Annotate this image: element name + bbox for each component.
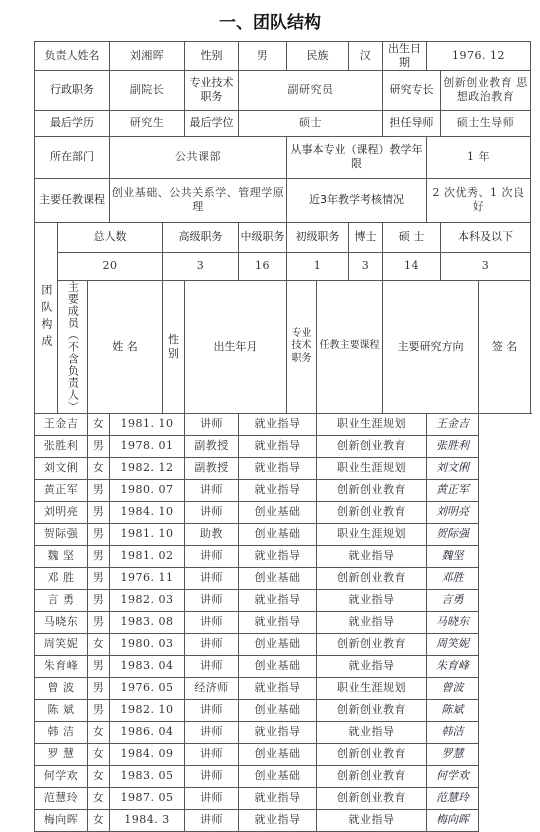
- leader-row-4: [35, 136, 531, 178]
- member-title: 助教: [185, 523, 239, 545]
- member-gender: 女: [88, 457, 110, 479]
- member-gender: 女: [88, 633, 110, 655]
- member-gender: 男: [88, 611, 110, 633]
- stat-bachelor: 3: [441, 252, 531, 280]
- member-title: 讲师: [185, 545, 239, 567]
- member-row: [35, 501, 531, 523]
- member-birth: 1981. 10: [110, 413, 185, 435]
- member-gender: 男: [88, 699, 110, 721]
- member-name: 言 勇: [35, 589, 88, 611]
- member-name: 陈 斌: [35, 699, 88, 721]
- member-row: [35, 589, 531, 611]
- page-title: 一、团队结构: [219, 13, 321, 33]
- stat-header-phd: 博士: [349, 222, 383, 252]
- member-course: 创业基础: [239, 567, 317, 589]
- member-research: 创新创业教育: [317, 633, 427, 655]
- member-row: [35, 765, 531, 787]
- member-title: 讲师: [185, 743, 239, 765]
- member-gender: 女: [88, 743, 110, 765]
- leader-ethnicity-label: 民族: [287, 42, 349, 71]
- member-row: [35, 743, 531, 765]
- member-name: 王金吉: [35, 413, 88, 435]
- advisor-value: 硕士生导师: [441, 110, 531, 136]
- member-name: 韩 洁: [35, 721, 88, 743]
- specialty-value: 创新创业教育 思想政治教育: [441, 70, 531, 110]
- member-row: [35, 413, 531, 435]
- member-course: 就业指导: [239, 721, 317, 743]
- last-degree-label: 最后学位: [185, 110, 239, 136]
- member-gender: 女: [88, 765, 110, 787]
- member-gender: 男: [88, 567, 110, 589]
- member-name: 邓 胜: [35, 567, 88, 589]
- member-name: 朱育峰: [35, 655, 88, 677]
- leader-row-1: [35, 42, 531, 71]
- member-gender: 男: [88, 501, 110, 523]
- member-research: 创新创业教育: [317, 765, 427, 787]
- member-research: 就业指导: [317, 611, 427, 633]
- leader-row-3: [35, 110, 531, 136]
- member-course: 就业指导: [239, 435, 317, 457]
- member-name: 梅向晖: [35, 809, 88, 831]
- member-research: 创新创业教育: [317, 435, 427, 457]
- specialty-label: 研究专长: [383, 70, 441, 110]
- member-name: 何学欢: [35, 765, 88, 787]
- member-birth: 1984. 10: [110, 501, 185, 523]
- member-signature: 周笑妮: [427, 633, 479, 655]
- member-gender: 男: [88, 479, 110, 501]
- member-row: [35, 633, 531, 655]
- member-gender: 男: [88, 545, 110, 567]
- member-course: 就业指导: [239, 809, 317, 831]
- stat-phd: 3: [349, 252, 383, 280]
- member-course: 就业指导: [239, 413, 317, 435]
- last-degree-value: 硕士: [239, 110, 383, 136]
- admin-value: 副院长: [110, 70, 185, 110]
- member-signature: 魏坚: [427, 545, 479, 567]
- years-value: 1 年: [427, 136, 531, 178]
- member-title: 副教授: [185, 457, 239, 479]
- member-gender: 男: [88, 523, 110, 545]
- member-birth: 1980. 03: [110, 633, 185, 655]
- leader-row-5: [35, 178, 531, 222]
- member-research: 就业指导: [317, 545, 427, 567]
- member-gender: 女: [88, 721, 110, 743]
- members-label: 主要成员（不含负责人）: [58, 280, 88, 413]
- member-title: 经济师: [185, 677, 239, 699]
- member-gender: 男: [88, 435, 110, 457]
- member-course: 创业基础: [239, 765, 317, 787]
- member-signature: 罗慧: [427, 743, 479, 765]
- courses-label: 主要任教课程: [35, 178, 110, 222]
- stat-senior: 3: [163, 252, 239, 280]
- member-course: 就业指导: [239, 479, 317, 501]
- member-birth: 1978. 01: [110, 435, 185, 457]
- leader-name: 刘湘晖: [110, 42, 185, 71]
- member-research: 职业生涯规划: [317, 677, 427, 699]
- member-row: [35, 611, 531, 633]
- member-research: 就业指导: [317, 721, 427, 743]
- leader-gender-label: 性别: [185, 42, 239, 71]
- member-name: 周笑妮: [35, 633, 88, 655]
- team-composition-label: 团队构成: [35, 222, 58, 413]
- member-row: [35, 457, 531, 479]
- member-birth: 1981. 10: [110, 523, 185, 545]
- member-header-research: 主要研究方向: [383, 280, 479, 413]
- member-title: 讲师: [185, 413, 239, 435]
- member-signature: 范慧玲: [427, 787, 479, 809]
- member-title: 讲师: [185, 787, 239, 809]
- member-signature: 黄正军: [427, 479, 479, 501]
- members-header-row: [35, 280, 531, 413]
- member-research: 就业指导: [317, 589, 427, 611]
- tech-label: 专业技术职务: [185, 70, 239, 110]
- member-signature: 邓胜: [427, 567, 479, 589]
- member-title: 讲师: [185, 633, 239, 655]
- stat-junior: 1: [287, 252, 349, 280]
- member-row: [35, 523, 531, 545]
- member-research: 创新创业教育: [317, 479, 427, 501]
- dept-value: 公共课部: [110, 136, 287, 178]
- member-row: [35, 787, 531, 809]
- member-signature: 梅向晖: [427, 809, 479, 831]
- member-signature: 王金吉: [427, 413, 479, 435]
- member-title: 讲师: [185, 589, 239, 611]
- member-title: 讲师: [185, 699, 239, 721]
- member-title: 讲师: [185, 721, 239, 743]
- member-name: 魏 坚: [35, 545, 88, 567]
- member-research: 创新创业教育: [317, 567, 427, 589]
- member-row: [35, 809, 531, 831]
- years-label: 从事本专业（课程）教学年限: [287, 136, 427, 178]
- member-birth: 1976. 05: [110, 677, 185, 699]
- member-birth: 1986. 04: [110, 721, 185, 743]
- member-course: 就业指导: [239, 545, 317, 567]
- member-research: 职业生涯规划: [317, 413, 427, 435]
- member-course: 创业基础: [239, 699, 317, 721]
- member-title: 讲师: [185, 567, 239, 589]
- member-row: [35, 655, 531, 677]
- admin-label: 行政职务: [35, 70, 110, 110]
- eval-value: 2 次优秀、1 次良好: [427, 178, 531, 222]
- member-signature: 刘文俐: [427, 457, 479, 479]
- member-course: 就业指导: [239, 589, 317, 611]
- member-header-birth: 出生年月: [185, 280, 287, 413]
- member-name: 张胜利: [35, 435, 88, 457]
- member-signature: 贺际强: [427, 523, 479, 545]
- member-birth: 1983. 04: [110, 655, 185, 677]
- member-name: 刘明亮: [35, 501, 88, 523]
- member-research: 创新创业教育: [317, 699, 427, 721]
- member-row: [35, 699, 531, 721]
- member-gender: 女: [88, 413, 110, 435]
- member-header-title: 专业技术职务: [287, 280, 317, 413]
- member-signature: 马晓东: [427, 611, 479, 633]
- member-name: 罗 慧: [35, 743, 88, 765]
- member-signature: 韩洁: [427, 721, 479, 743]
- member-name: 黄正军: [35, 479, 88, 501]
- member-signature: 刘明亮: [427, 501, 479, 523]
- member-gender: 女: [88, 787, 110, 809]
- leader-ethnicity: 汉: [349, 42, 383, 71]
- member-course: 就业指导: [239, 677, 317, 699]
- member-course: 创业基础: [239, 633, 317, 655]
- member-title: 讲师: [185, 611, 239, 633]
- member-header-sign: 签 名: [479, 280, 531, 413]
- member-row: [35, 435, 531, 457]
- member-birth: 1983. 08: [110, 611, 185, 633]
- member-name: 曾 波: [35, 677, 88, 699]
- member-course: 就业指导: [239, 611, 317, 633]
- member-signature: 言勇: [427, 589, 479, 611]
- member-gender: 男: [88, 677, 110, 699]
- member-title: 讲师: [185, 765, 239, 787]
- courses-value: 创业基础、公共关系学、管理学原理: [110, 178, 287, 222]
- member-title: 讲师: [185, 479, 239, 501]
- member-birth: 1987. 05: [110, 787, 185, 809]
- member-course: 创业基础: [239, 523, 317, 545]
- member-signature: 陈斌: [427, 699, 479, 721]
- member-row: [35, 545, 531, 567]
- team-structure-table: [34, 41, 531, 832]
- member-birth: 1984. 09: [110, 743, 185, 765]
- leader-name-label: 负责人姓名: [35, 42, 110, 71]
- member-birth: 1982. 10: [110, 699, 185, 721]
- member-gender: 女: [88, 809, 110, 831]
- member-signature: 张胜利: [427, 435, 479, 457]
- member-title: 讲师: [185, 501, 239, 523]
- member-birth: 1980. 07: [110, 479, 185, 501]
- stats-header-row: [35, 222, 531, 252]
- stat-header-middle: 中级职务: [239, 222, 287, 252]
- leader-row-2: [35, 70, 531, 110]
- member-research: 就业指导: [317, 809, 427, 831]
- leader-gender: 男: [239, 42, 287, 71]
- member-name: 贺际强: [35, 523, 88, 545]
- member-row: [35, 677, 531, 699]
- stat-header-total: 总人数: [58, 222, 163, 252]
- stat-header-junior: 初级职务: [287, 222, 349, 252]
- leader-birth: 1976. 12: [427, 42, 531, 71]
- eval-label: 近3年教学考核情况: [287, 178, 427, 222]
- stat-total: 20: [58, 252, 163, 280]
- member-gender: 男: [88, 589, 110, 611]
- member-row: [35, 479, 531, 501]
- member-gender: 男: [88, 655, 110, 677]
- member-research: 创新创业教育: [317, 501, 427, 523]
- member-birth: 1984. 3: [110, 809, 185, 831]
- tech-value: 副研究员: [239, 70, 383, 110]
- member-row: [35, 567, 531, 589]
- member-title: 副教授: [185, 435, 239, 457]
- member-course: 创业基础: [239, 655, 317, 677]
- stat-header-senior: 高级职务: [163, 222, 239, 252]
- stat-header-master: 硕 士: [383, 222, 441, 252]
- member-birth: 1982. 12: [110, 457, 185, 479]
- member-research: 职业生涯规划: [317, 457, 427, 479]
- member-birth: 1976. 11: [110, 567, 185, 589]
- degree-label: 最后学历: [35, 110, 110, 136]
- member-course: 就业指导: [239, 787, 317, 809]
- member-title: 讲师: [185, 809, 239, 831]
- member-research: 创新创业教育: [317, 743, 427, 765]
- stats-values-row: [35, 252, 531, 280]
- stat-header-bachelor: 本科及以下: [441, 222, 531, 252]
- dept-label: 所在部门: [35, 136, 110, 178]
- member-birth: 1981. 02: [110, 545, 185, 567]
- member-header-gender: 性别: [163, 280, 185, 413]
- member-name: 范慧玲: [35, 787, 88, 809]
- member-header-name: 姓 名: [88, 280, 163, 413]
- member-signature: 朱育峰: [427, 655, 479, 677]
- member-course: 创业基础: [239, 743, 317, 765]
- degree-value: 研究生: [110, 110, 185, 136]
- leader-birth-label: 出生日期: [383, 42, 427, 71]
- stat-middle: 16: [239, 252, 287, 280]
- member-name: 马晓东: [35, 611, 88, 633]
- member-signature: 曾波: [427, 677, 479, 699]
- member-header-course: 任教主要课程: [317, 280, 383, 413]
- stat-master: 14: [383, 252, 441, 280]
- member-research: 就业指导: [317, 655, 427, 677]
- member-birth: 1983. 05: [110, 765, 185, 787]
- advisor-label: 担任导师: [383, 110, 441, 136]
- member-birth: 1982. 03: [110, 589, 185, 611]
- member-research: 职业生涯规划: [317, 523, 427, 545]
- member-course: 创业基础: [239, 501, 317, 523]
- member-research: 创新创业教育: [317, 787, 427, 809]
- member-title: 讲师: [185, 655, 239, 677]
- member-signature: 何学欢: [427, 765, 479, 787]
- member-name: 刘文俐: [35, 457, 88, 479]
- member-course: 就业指导: [239, 457, 317, 479]
- member-row: [35, 721, 531, 743]
